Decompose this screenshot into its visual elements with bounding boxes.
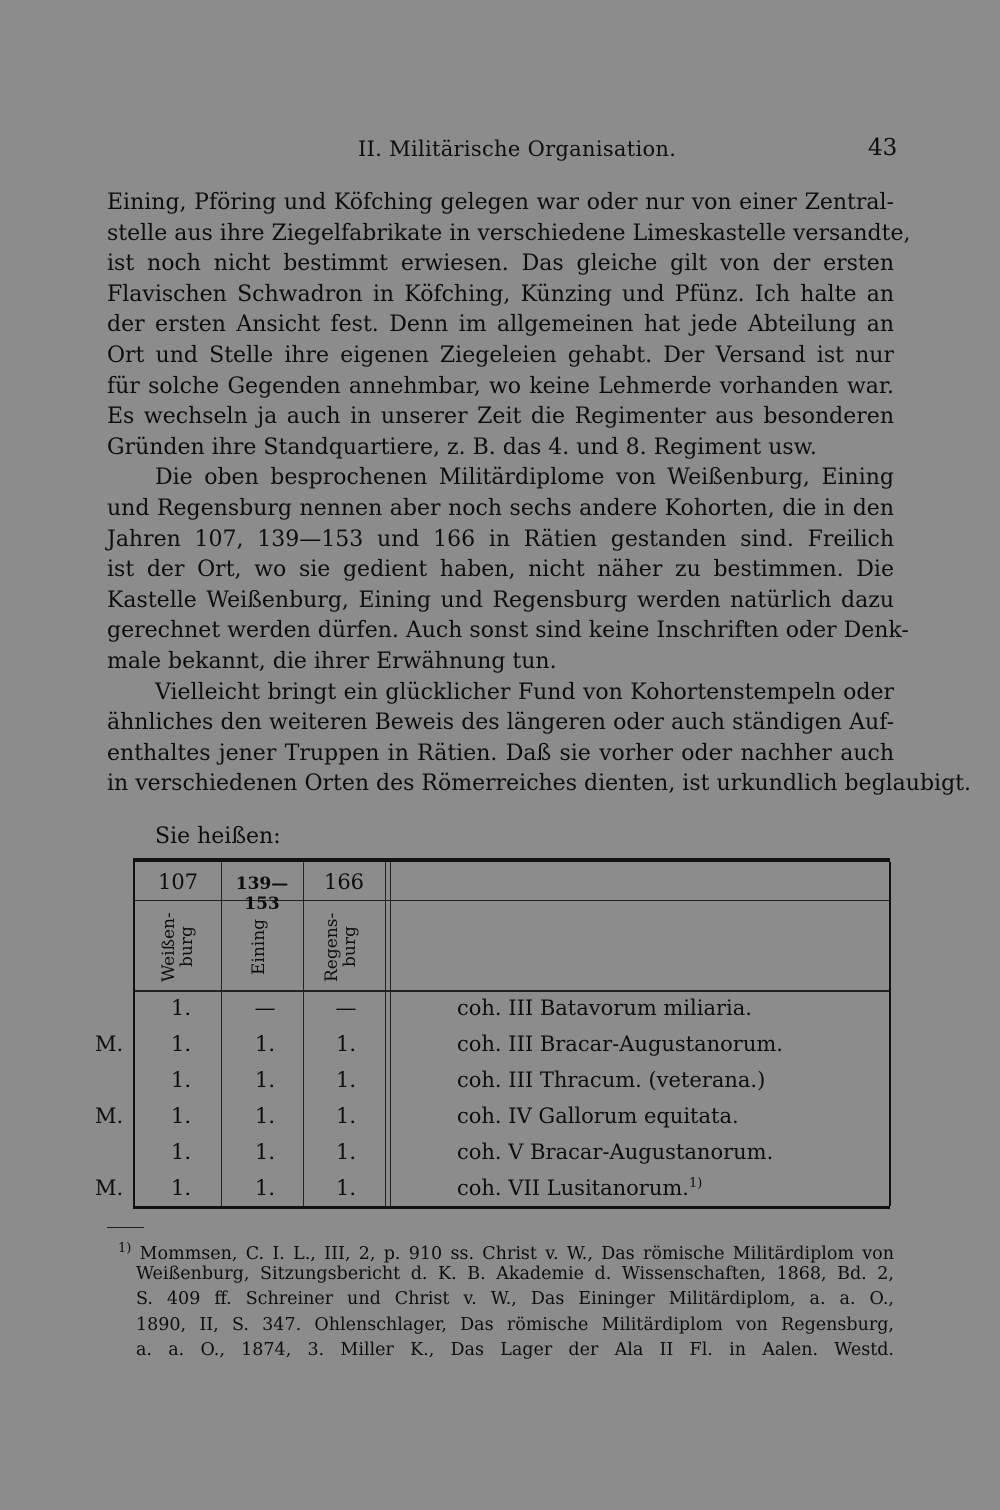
paragraph-1 (107, 188, 911, 463)
cell-166: 1. (335, 1104, 357, 1128)
footnote-line: S. 409 ff. Schreiner und Christ v. W., Das Eininger Militärdiplom, a. a. O., (136, 1289, 894, 1309)
cohort-name: coh. V Bracar-Augustanorum. (457, 1140, 774, 1164)
year-header-166: 166 (323, 870, 365, 894)
cohort-name: coh. III Thracum. (veterana.) (457, 1068, 766, 1092)
text-line: Eining, Pföring und Köfching gelegen war oder nur von einer Zentral- (107, 190, 894, 215)
cell-139-153: 1. (254, 1140, 276, 1164)
table-row (95, 1136, 895, 1172)
cell-107: 1. (170, 1104, 192, 1128)
year-header-107: 107 (157, 870, 199, 894)
text-line: Die oben besprochenen Militärdiplome von Weißenburg, Eining (155, 465, 894, 491)
text-line: Jahren 107, 139—153 und 166 in Rätien gestanden sind. Freilich (107, 526, 894, 552)
cell-107: 1. (170, 1068, 192, 1092)
text-line: stelle aus ihre Ziegelfabrikate in verschiedene Limeskastelle versandte, (107, 220, 911, 246)
table-row (95, 1100, 895, 1136)
place-header-weissenburg: Weißen- burg (159, 912, 197, 982)
place-header-regensburg: Regens- burg (322, 912, 360, 982)
cohort-name-text: coh. VII Lusitanorum. (457, 1176, 689, 1200)
text-line: ähnliches den weiteren Beweis des längeren oder auch ständigen Auf- (107, 710, 894, 736)
cell-166: — (335, 996, 357, 1020)
cohort-name: coh. III Batavorum miliaria. (457, 996, 752, 1020)
text-line: Kastelle Weißenburg, Eining und Regensburg werden natürlich dazu (107, 587, 894, 613)
cell-107: 1. (170, 1032, 192, 1056)
text-line: male bekannt, die ihrer Erwähnung tun. (107, 648, 557, 674)
cell-139-153: 1. (254, 1176, 276, 1200)
text-line: für solche Gegenden annehmbar, wo keine Lehmerde vorhanden war. (107, 373, 894, 399)
text-line: ist noch nicht bestimmt erwiesen. Das gleiche gilt von der ersten (107, 251, 894, 277)
footnote-line: Weißenburg, Sitzungsbericht d. K. B. Akademie d. Wissenschaften, 1868, Bd. 2, (136, 1263, 894, 1284)
table-row (95, 1064, 895, 1100)
cell-139-153: 1. (254, 1104, 276, 1128)
footnote-marker: 1) (118, 1241, 132, 1256)
cell-166: 1. (335, 1068, 357, 1092)
cohort-name (457, 1176, 702, 1200)
table-row (95, 992, 895, 1028)
row-mark: M. (95, 1104, 124, 1128)
text-line: enthaltes jener Truppen in Rätien. Daß sie vorher oder nachher auch (107, 740, 894, 766)
footnote (118, 1236, 894, 1364)
row-mark: M. (95, 1176, 124, 1200)
footnote-line-text: Mommsen, C. I. L., III, 2, p. 910 ss. Christ v. W., Das römische Militärdiplom von (139, 1243, 894, 1264)
text-line: Vielleicht bringt ein glücklicher Fund von Kohortenstempeln oder (155, 679, 894, 705)
body-text (107, 188, 972, 800)
place-header-eining: Eining (249, 918, 269, 976)
cohort-name: coh. III Bracar-Augustanorum. (457, 1032, 783, 1056)
paragraph-3 (107, 678, 972, 800)
cell-107: 1. (170, 1176, 192, 1200)
cell-166: 1. (335, 1032, 357, 1056)
cohort-name: coh. IV Gallorum equitata. (457, 1104, 739, 1128)
footnote-line: 1890, II, S. 347. Ohlenschlager, Das römische Militärdiplom von Regensburg, (136, 1314, 894, 1335)
text-line: Es wechseln ja auch in unserer Zeit die Regimenter aus besonderen (107, 404, 894, 430)
text-line: Ort und Stelle ihre eigenen Ziegeleien gehabt. Der Versand ist nur (107, 342, 894, 368)
cell-139-153: 1. (254, 1068, 276, 1092)
footnote-line (118, 1236, 894, 1262)
text-line: in verschiedenen Orten des Römerreiches dienten, ist urkundlich beglaubigt. (107, 771, 972, 797)
cell-166: 1. (335, 1140, 357, 1164)
text-line: ist der Ort, wo sie gedient haben, nicht näher zu bestimmen. Die (107, 557, 894, 583)
running-head: II. Militärische Organisation. (358, 137, 677, 161)
footnote-rule (107, 1227, 144, 1228)
table-row (95, 1028, 895, 1064)
text-line: Flavischen Schwadron in Köfching, Künzing und Pfünz. Ich halte an (107, 281, 894, 307)
cell-166: 1. (335, 1176, 357, 1200)
footnote-reference: 1) (688, 1176, 703, 1191)
paragraph-2 (107, 463, 909, 677)
row-mark: M. (95, 1032, 124, 1056)
page-number: 43 (868, 135, 898, 161)
text-line: und Regensburg nennen aber noch sechs andere Kohorten, die in den (107, 495, 894, 521)
table-bottom-rule (133, 1206, 890, 1209)
cell-139-153: — (254, 996, 276, 1020)
page-header (0, 135, 1000, 169)
cell-139-153: 1. (254, 1032, 276, 1056)
table-row (95, 1172, 895, 1208)
cohort-table (95, 858, 895, 1210)
year-header-139-153: 139—153 (235, 874, 289, 914)
table-lead-in: Sie heißen: (155, 824, 281, 849)
cell-107: 1. (170, 1140, 192, 1164)
text-line: der ersten Ansicht fest. Denn im allgemeinen hat jede Abteilung an (107, 312, 894, 338)
text-line: Gründen ihre Standquartiere, z. B. das 4. und 8. Regiment usw. (107, 434, 817, 460)
cell-107: 1. (170, 996, 192, 1020)
footnote-line: a. a. O., 1874, 3. Miller K., Das Lager der Ala II Fl. in Aalen. Westd. (136, 1340, 894, 1360)
text-line: gerechnet werden dürfen. Auch sonst sind keine Inschriften oder Denk- (107, 618, 909, 644)
